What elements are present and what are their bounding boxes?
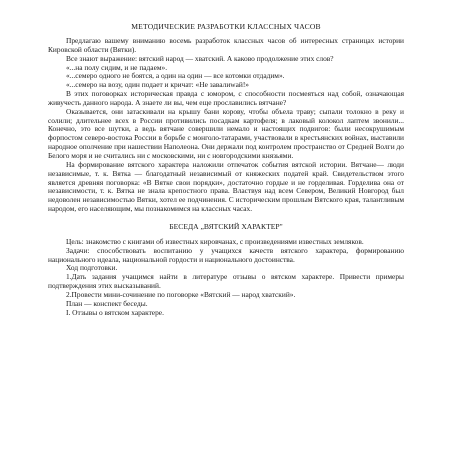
lesson-step: Ход подготовки. [66, 263, 118, 273]
lesson-step: I. Отзывы о вятском характере. [66, 307, 164, 317]
quote-line: «...семеро на возу, один подает и кричат: «Не завалиwай!» [66, 80, 250, 90]
paragraph: На формирование вятского характера наложили отпечаток события вятской истории. Вятчане— люди независимые, т. к. Вятка — благодатный независимый от княжеских податей край. Свидетельством этого является древняя поговорка: «В Вятке свои порядки», достаточно гордые и не горделивая. Горделива она от независимости, т. к. Вятка не знала крепостного права. Властвуя над всем Севером, Великий Новгород был недоволен независимостью Вятки, хотел ее подчинения. С историческим прошлым Вятского края, талантливым народом, его населяющим, мы познакомимся на классных часах. [48, 159, 404, 214]
paragraph: Все знают выражение: вятский народ — хватский. А каково продолжение этих слов? [66, 53, 334, 63]
section-title: БЕСЕДА „ВЯТСКИЙ ХАРАКТЕР" [169, 221, 283, 231]
paragraph: Предлагаю вашему вниманию восемь разработок классных часов об интересных страницах истории Кировской области (Вятки). [48, 36, 404, 54]
paragraph: В этих поговорках историческая правда с юмором, с способности посмеяться над собой, означающая живучесть данного народа. А знаете ли вы, чем еще прославились вятчане? [48, 89, 404, 107]
quote-line: «...семеро одного не боятся, а один на один — все котомки отдадим». [66, 71, 285, 81]
lesson-goal: Цель: знакомство с книгами об известных кировчанах, с произведениями известных земляков. [66, 236, 364, 246]
paragraph: Оказывается, они затаскивали на крышу бани корову, чтобы объела траву; сыпали толокно в реку и солили; длительнее всех в России противились посадкам картофеля; в лаковый колокол лаптем звонили... Конечно, это все шутки, а ведь вятчане совершили немало и настоящих подвигов: были несокрушимым форпостом северо-востока России в борьбе с монголо-татарами, участвовали в крестьянских войнах, выставили народное ополчение при нашествии Наполеона. Они держали под контролем пространство от Средней Волги до Белого моря и не считались ни с московскими, ни с новгородскими князьями. [48, 106, 404, 160]
lesson-step: 1.Дать задания учащимся найти в литературе отзывы о вятском характере. Привести примеры подтверждения этих высказываний. [48, 272, 404, 291]
lesson-step: План — конспект беседы. [66, 298, 148, 308]
page-title: МЕТОДИЧЕСКИЕ РАЗРАБОТКИ КЛАССНЫХ ЧАСОВ [131, 22, 321, 31]
quote-line: «...на полу сидим, и не падаем». [66, 62, 168, 72]
lesson-step: 2.Провести мини-сочинение по поговорке «Вятский — народ хватский». [66, 289, 296, 299]
lesson-tasks: Задачи: способствовать воспитанию у учащихся качеств вятского характера, формированию национального идеала, национальной гордости и национального достоинства. [48, 245, 404, 264]
